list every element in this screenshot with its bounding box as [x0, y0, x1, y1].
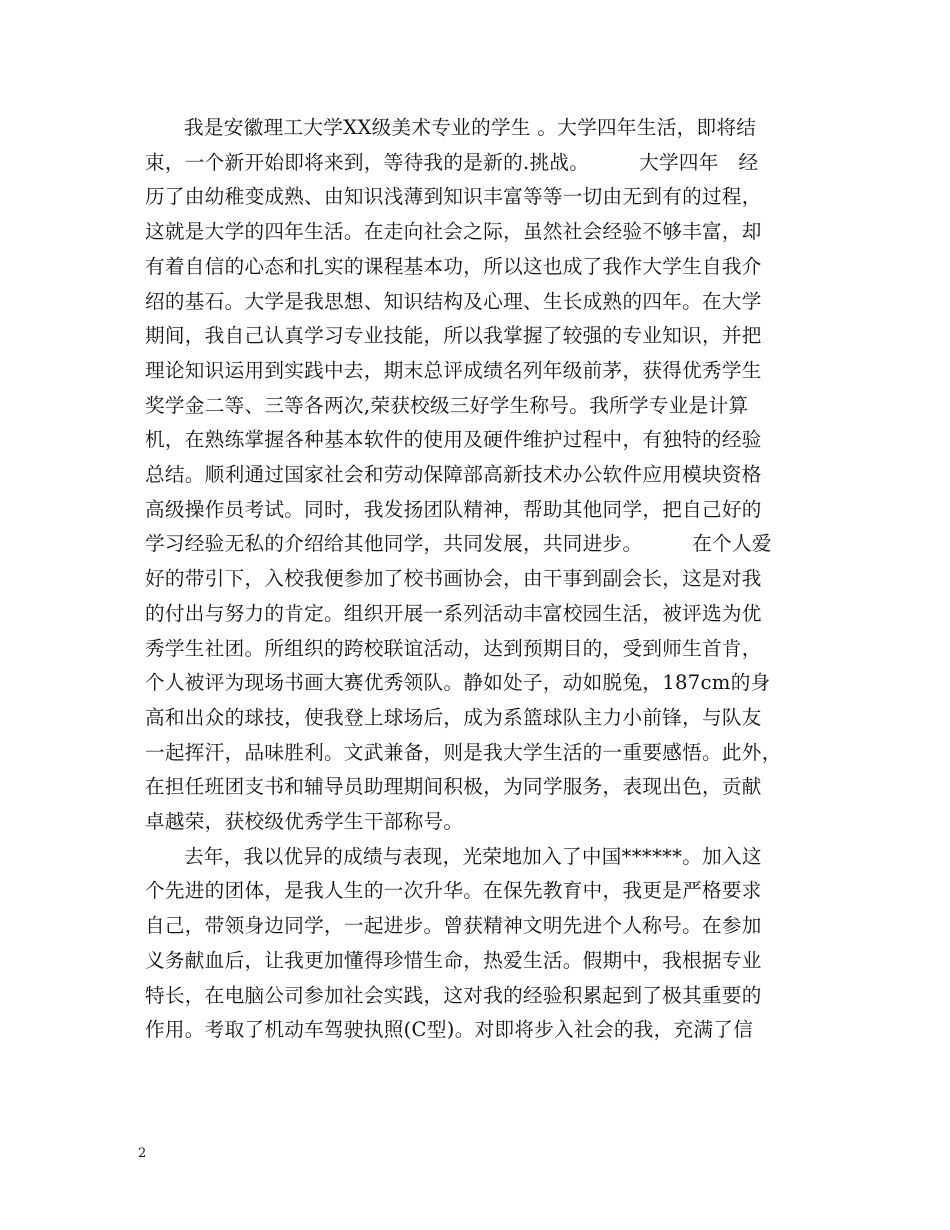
page-number: 2: [138, 1146, 147, 1161]
text-line: 的付出与努力的肯定。组织开展一系列活动丰富校园生活，被评选为优: [145, 601, 762, 625]
text-line: 机，在熟练掌握各种基本软件的使用及硬件维护过程中，有独特的经验: [145, 428, 762, 452]
text-line: 一起挥汗，品味胜利。文武兼备，则是我大学生活的一重要感悟。此外，: [145, 740, 782, 764]
text-line: 总结。顺利通过国家社会和劳动保障部高新技术办公软件应用模块资格: [145, 463, 762, 487]
text-line: 学习经验无私的介绍给其他同学，共同发展，共同进步。 在个人爱: [145, 532, 772, 556]
text-line: 绍的基石。大学是我思想、知识结构及心理、生长成熟的四年。在大学: [145, 289, 762, 313]
text-line: 去年，我以优异的成绩与表现，光荣地加入了中国******。加入这: [184, 844, 762, 868]
text-line: 在担任班团支书和辅导员助理期间积极，为同学服务，表现出色，贡献: [145, 775, 762, 799]
text-line: 作用。考取了机动车驾驶执照(C型)。对即将步入社会的我，充满了信: [145, 1018, 754, 1042]
text-line: 我是安徽理工大学XX级美术专业的学生 。大学四年生活，即将结: [184, 116, 757, 139]
text-line: 卓越荣，获校级优秀学生干部称号。: [145, 810, 464, 834]
text-line: 个先进的团体，是我人生的一次升华。在保先教育中，我更是严格要求: [145, 879, 762, 903]
paragraph-2: [145, 840, 820, 1048]
text-line: 历了由幼稚变成熟、由知识浅薄到知识丰富等等一切由无到有的过程，: [145, 185, 762, 209]
text-line: 高和出众的球技，使我登上球场后，成为系篮球队主力小前锋，与队友: [145, 705, 762, 729]
text-line: 奖学金二等、三等各两次,荣获校级三好学生称号。我所学专业是计算: [145, 393, 749, 417]
text-line: 秀学生社团。所组织的跨校联谊活动，达到预期目的，受到师生首肯，: [145, 636, 762, 660]
paragraph-1: [145, 111, 820, 840]
text-line: 自己，带领身边同学，一起进步。曾获精神文明先进个人称号。在参加: [145, 914, 762, 938]
text-line: 束，一个新开始即将来到，等待我的是新的.挑战。 大学四年 经: [145, 150, 759, 174]
text-line: 有着自信的心态和扎实的课程基本功，所以这也成了我作大学生自我介: [145, 254, 762, 278]
text-line: 这就是大学的四年生活。在走向社会之际，虽然社会经验不够丰富，却: [145, 220, 762, 244]
text-line: 义务献血后，让我更加懂得珍惜生命，热爱生活。假期中，我根据专业: [145, 948, 762, 972]
text-line: 高级操作员考试。同时，我发扬团队精神，帮助其他同学，把自己好的: [145, 497, 762, 521]
text-line: 好的带引下，入校我便参加了校书画协会，由干事到副会长，这是对我: [145, 567, 762, 591]
text-line: 期间，我自己认真学习专业技能，所以我掌握了较强的专业知识，并把: [145, 324, 762, 348]
text-line: 理论知识运用到实践中去，期末总评成绩名列年级前茅，获得优秀学生: [145, 358, 762, 382]
text-line: 特长，在电脑公司参加社会实践，这对我的经验积累起到了极其重要的: [145, 983, 762, 1007]
body-text: [145, 111, 820, 1048]
text-line: 个人被评为现场书画大赛优秀领队。静如处子，动如脱兔，187cm的身: [145, 671, 771, 695]
